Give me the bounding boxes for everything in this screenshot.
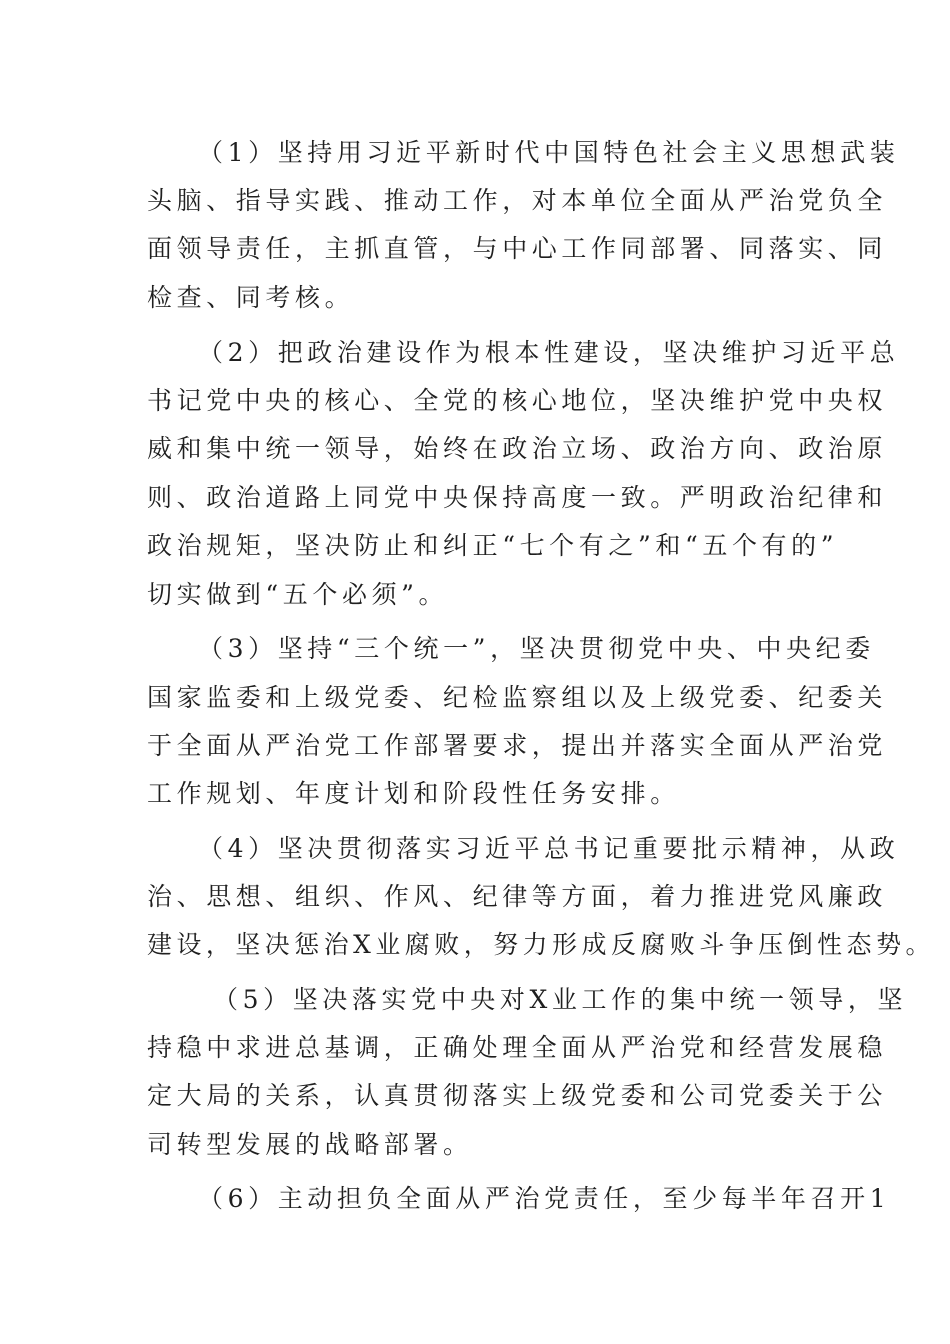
paragraph-line: （1）坚持用习近平新时代中国特色社会主义思想武装 — [198, 138, 900, 167]
paragraph-line: 则、政治道路上同党中央保持高度一致。严明政治纪律和 — [147, 483, 888, 512]
paragraph-line: 切实做到“五个必须”。 — [147, 580, 449, 609]
paragraph-line: （3）坚持“三个统一”，坚决贯彻党中央、中央纪委 — [198, 634, 875, 663]
paragraph-line: 治、思想、组织、作风、纪律等方面，着力推进党风廉政 — [147, 882, 888, 911]
paragraph-line: 国家监委和上级党委、纪检监察组以及上级党委、纪委关 — [147, 683, 888, 712]
paragraph-line: 检查、同考核。 — [147, 283, 355, 312]
paragraph-line: （5）坚决落实党中央对X业工作的集中统一领导，坚 — [213, 985, 908, 1014]
paragraph-line: 于全面从严治党工作部署要求，提出并落实全面从严治党 — [147, 731, 888, 760]
paragraph-line: 头脑、指导实践、推动工作，对本单位全面从严治党负全 — [147, 186, 888, 215]
paragraph-line: 面领导责任，主抓直管，与中心工作同部署、同落实、同 — [147, 234, 888, 263]
paragraph-line: 司转型发展的战略部署。 — [147, 1130, 473, 1159]
paragraph-line: （6）主动担负全面从严治党责任，至少每半年召开1 — [198, 1184, 891, 1213]
paragraph-line: 工作规划、年度计划和阶段性任务安排。 — [147, 779, 680, 808]
paragraph-line: 威和集中统一领导，始终在政治立场、政治方向、政治原 — [147, 434, 888, 463]
paragraph-line: 建设，坚决惩治X业腐败，努力形成反腐败斗争压倒性态势。 — [147, 930, 935, 959]
paragraph-line: （2）把政治建设作为根本性建设，坚决维护习近平总 — [198, 338, 900, 367]
paragraph-line: 持稳中求进总基调，正确处理全面从严治党和经营发展稳 — [147, 1033, 888, 1062]
paragraph-line: 书记党中央的核心、全党的核心地位，坚决维护党中央权 — [147, 386, 888, 415]
paragraph-line: （4）坚决贯彻落实习近平总书记重要批示精神，从政 — [198, 834, 900, 863]
paragraph-line: 定大局的关系，认真贯彻落实上级党委和公司党委关于公 — [147, 1081, 888, 1110]
paragraph-line: 政治规矩，坚决防止和纠正“七个有之”和“五个有的” — [147, 531, 839, 560]
